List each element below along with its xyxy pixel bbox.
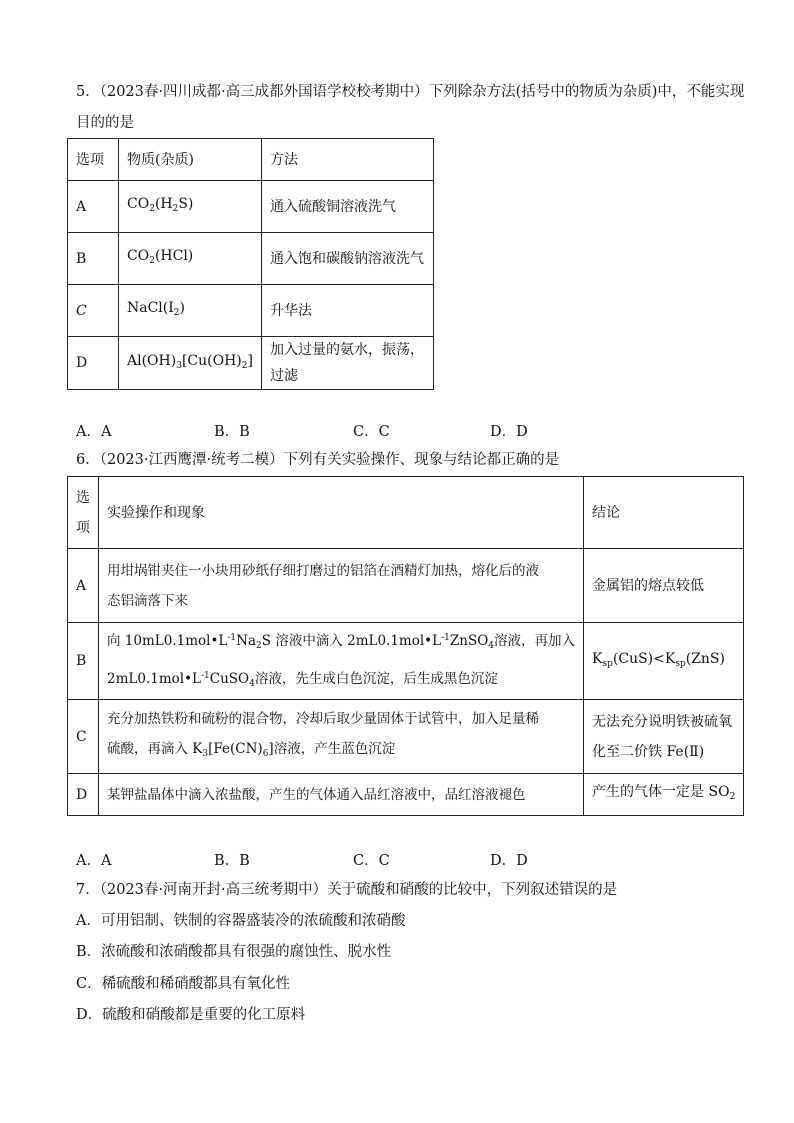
q5-row-d: [68, 337, 434, 390]
substance-cell: $Al(OH)_3[Cu(OH)_2]$: [119, 337, 262, 390]
q5-stem-line1: 5．（2023春·四川成都·高三成都外国语学校校考期中）下列除杂方法(括号中的物质为杂质)中，不能实现: [76, 84, 745, 100]
option-label: C: [68, 700, 99, 774]
q7-choice-b[interactable]: B．浓硫酸和浓硝酸都具有很强的腐蚀性、脱水性: [76, 944, 392, 960]
q6-table: [67, 476, 744, 816]
conclusion-cell: 无法充分说明铁被硫氧 化至二价铁 Fe(Ⅱ): [584, 700, 744, 774]
q7-choice-d[interactable]: D．硫酸和硝酸都是重要的化工原料: [76, 1007, 306, 1023]
q5-header-option: 选项: [68, 139, 119, 181]
q5-choice-a[interactable]: A．A: [76, 424, 112, 440]
method-cell: 加入过量的氨水，振荡，过滤: [261, 337, 433, 390]
q6-choice-d[interactable]: D．D: [490, 853, 528, 869]
substance-cell: $CO_2(H_2S)$: [119, 181, 262, 233]
q5-header-method: 方法: [261, 139, 433, 181]
option-label: B: [68, 623, 99, 700]
q7-stem: 7．（2023春·河南开封·高三统考期中）关于硫酸和硝酸的比较中，下列叙述错误的是: [76, 882, 618, 898]
q7-choice-a[interactable]: A．可用铝制、铁制的容器盛装冷的浓硫酸和浓硝酸: [76, 913, 406, 929]
q5-choice-c[interactable]: C．C: [353, 424, 390, 440]
q5-choice-d[interactable]: D．D: [490, 424, 528, 440]
option-label: B: [68, 233, 119, 285]
q6-header-row: [68, 477, 744, 549]
q6-choice-c[interactable]: C．C: [353, 853, 390, 869]
operation-cell: 用坩埚钳夹住一小块用砂纸仔细打磨过的铝箔在酒精灯加热，熔化后的液 态铝滴落下来: [99, 549, 584, 623]
q6-stem: 6．（2023·江西鹰潭·统考二模）下列有关实验操作、现象与结论都正确的是: [76, 452, 560, 468]
q5-row-a: [68, 181, 434, 233]
q6-choice-a[interactable]: A．A: [76, 853, 112, 869]
q5-row-c: [68, 285, 434, 337]
method-cell: 通入硫酸铜溶液洗气: [261, 181, 433, 233]
operation-cell: 充分加热铁粉和硫粉的混合物，冷却后取少量固体于试管中，加入足量稀 硫酸，再滴入 $K_3[Fe(CN)_6]$溶液，产生蓝色沉淀: [99, 700, 584, 774]
option-label: A: [68, 549, 99, 623]
q5-header-substance: 物质(杂质): [119, 139, 262, 181]
operation-cell: 向 $10mL0.1mol•L^{-1}Na_2S$ 溶液中滴入 $2mL0.1mol•L^{-1}ZnSO_4$溶液，再加入 $2mL0.1mol•L^{-1}CuSO_4$溶液，先生成白色沉淀，后生成黑色沉淀: [99, 623, 584, 700]
q6-header-conclusion: 结论: [584, 477, 744, 549]
conclusion-cell: 产生的气体一定是 $SO_2$: [584, 774, 744, 816]
conclusion-cell: 金属铝的熔点较低: [584, 549, 744, 623]
q6-row-a: [68, 549, 744, 623]
operation-cell: 某钾盐晶体中滴入浓盐酸，产生的气体通入品红溶液中，品红溶液褪色: [99, 774, 584, 816]
q6-row-c: [68, 700, 744, 774]
option-label: D: [68, 774, 99, 816]
substance-cell: $CO_2(HCl)$: [119, 233, 262, 285]
option-label: A: [68, 181, 119, 233]
q6-header-option: 选 项: [68, 477, 99, 549]
q6-row-b: [68, 623, 744, 700]
q6-row-d: [68, 774, 744, 816]
method-cell: 通入饱和碳酸钠溶液洗气: [261, 233, 433, 285]
substance-cell: $NaCl(I_2)$: [119, 285, 262, 337]
q5-choice-b[interactable]: B．B: [214, 424, 250, 440]
q6-choice-b[interactable]: B．B: [214, 853, 250, 869]
q5-row-b: [68, 233, 434, 285]
q6-header-operation: 实验操作和现象: [99, 477, 584, 549]
option-label: C: [68, 285, 119, 337]
q5-stem-line2: 目的的是: [76, 115, 134, 131]
conclusion-cell: $K_{sp}(CuS)<K_{sp}(ZnS)$: [584, 623, 744, 700]
method-cell: 升华法: [261, 285, 433, 337]
option-label: D: [68, 337, 119, 390]
q5-table: [67, 138, 434, 390]
q7-choice-c[interactable]: C．稀硫酸和稀硝酸都具有氧化性: [76, 976, 291, 992]
